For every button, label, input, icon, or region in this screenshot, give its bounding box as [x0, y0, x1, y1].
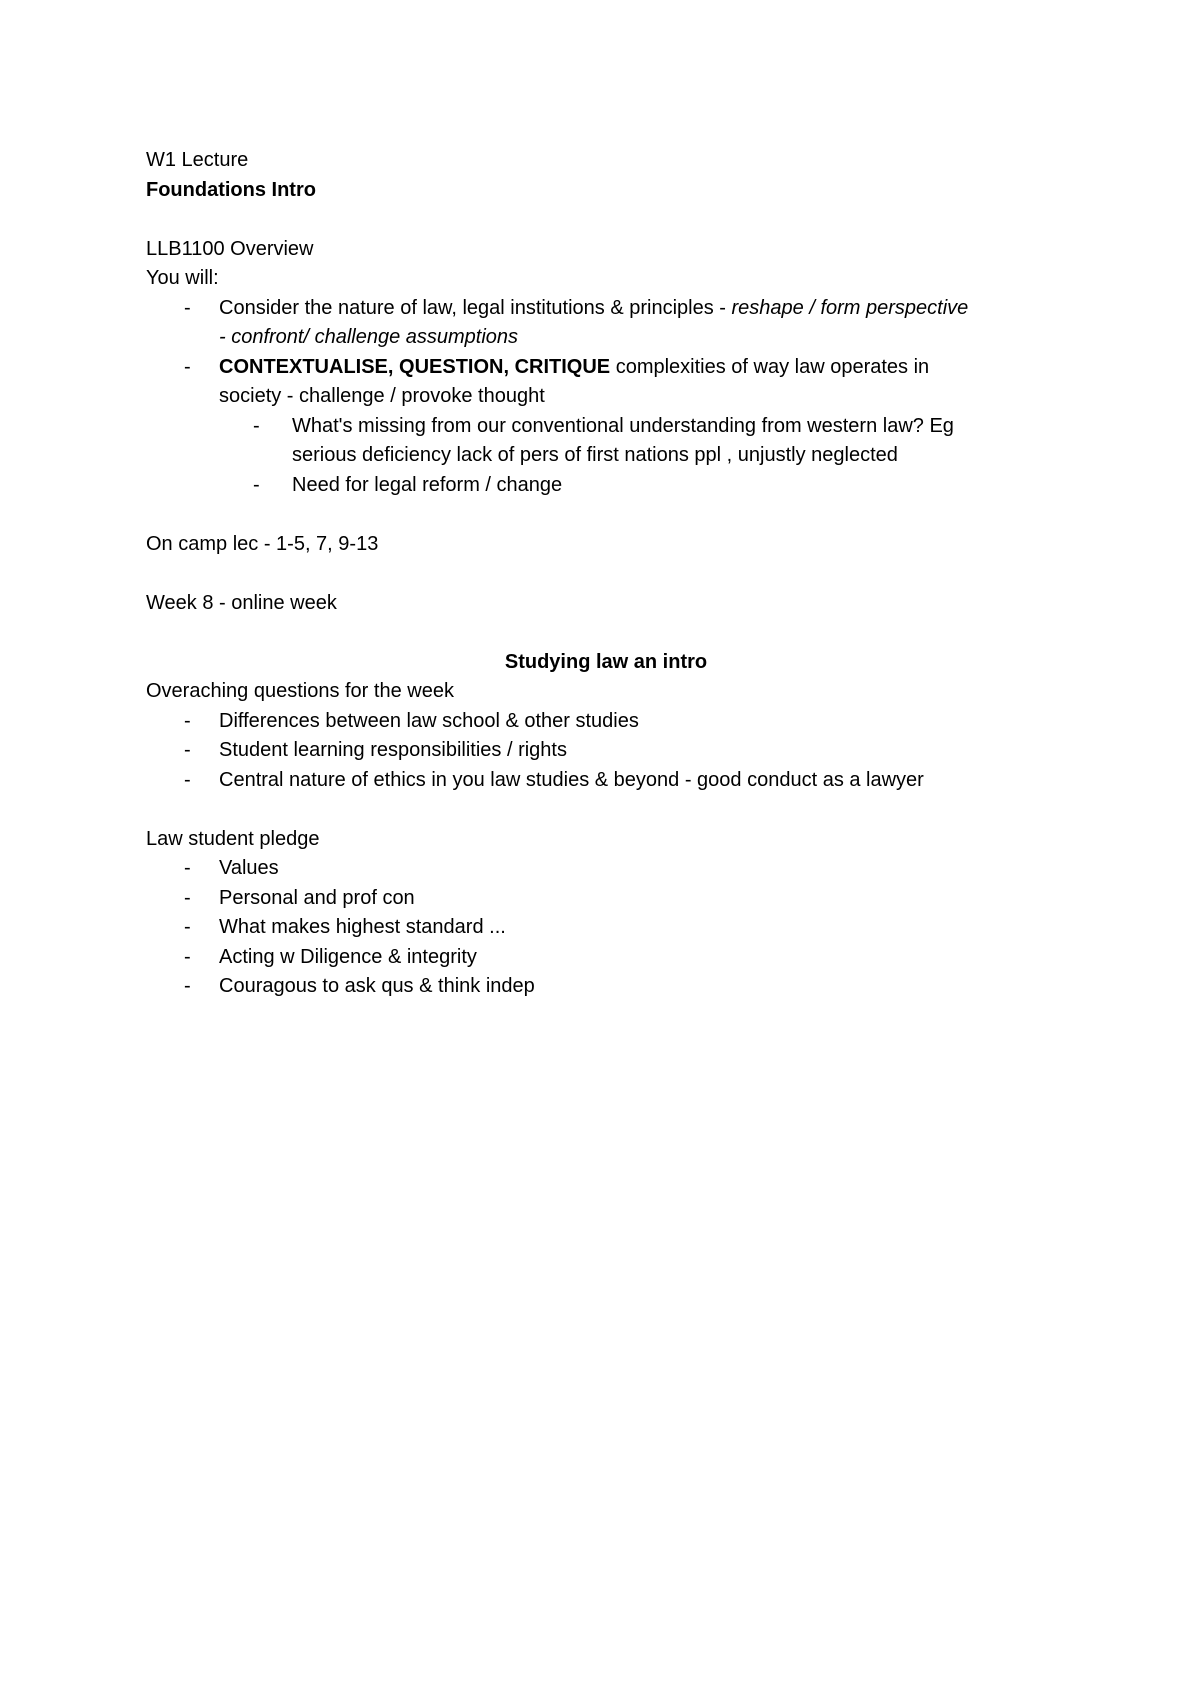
overview-intro: You will: [146, 267, 219, 289]
item-text: Consider the nature of law, legal institutions & principles - [219, 296, 732, 319]
page-title: Foundations Intro [146, 178, 316, 201]
sub-list-item [219, 412, 1066, 471]
list-item [146, 294, 1066, 353]
lecture-label: W1 Lecture [146, 149, 249, 171]
list-item: - Values [146, 854, 1066, 884]
section-title: Studying law an intro [504, 650, 708, 673]
sub-item-text-continued: serious deficiency lack of pers of first nations ppl , unjustly neglected [292, 444, 898, 466]
spacer [146, 559, 1066, 589]
sub-list [219, 412, 1066, 501]
questions-list [146, 707, 1066, 796]
list-item: - Personal and prof con [146, 884, 1066, 914]
spacer [146, 205, 1066, 235]
pledge-list [146, 854, 1066, 1002]
list-item: - Acting w Diligence & integrity [146, 943, 1066, 973]
list-item: - Student learning responsibilities / rights [146, 736, 1066, 766]
item-emphasis-continued: - confront/ challenge assumptions [219, 326, 519, 348]
overview-list [146, 294, 1066, 501]
spacer [146, 618, 1066, 648]
list-item: - What makes highest standard ... [146, 913, 1066, 943]
document-page [146, 146, 1066, 1002]
sub-item-text: - What's missing from our conventional understanding from western law? Eg [292, 414, 954, 437]
item-bold-text: CONTEXTUALISE, QUESTION, CRITIQUE [219, 355, 611, 378]
item-text: complexities of way law operates in [610, 355, 930, 378]
list-item [146, 353, 1066, 501]
sub-item-text: - Need for legal reform / change [292, 473, 563, 496]
list-item: - Differences between law school & other studies [146, 707, 1066, 737]
list-item: - Couragous to ask qus & think indep [146, 972, 1066, 1002]
section-intro: Overaching questions for the week [146, 680, 454, 702]
spacer [146, 795, 1066, 825]
pledge-title: Law student pledge [146, 827, 320, 850]
online-week: Week 8 - online week [146, 591, 337, 614]
item-emphasis: reshape / form perspective [731, 296, 969, 319]
spacer [146, 500, 1066, 530]
overview-title: LLB1100 Overview [146, 237, 314, 260]
on-campus-schedule: On camp lec - 1-5, 7, 9-13 [146, 532, 379, 555]
item-text-continued: society - challenge / provoke thought [219, 385, 545, 407]
list-item: - Central nature of ethics in you law studies & beyond - good conduct as a lawyer [146, 766, 1066, 796]
sub-list-item [219, 471, 1066, 501]
